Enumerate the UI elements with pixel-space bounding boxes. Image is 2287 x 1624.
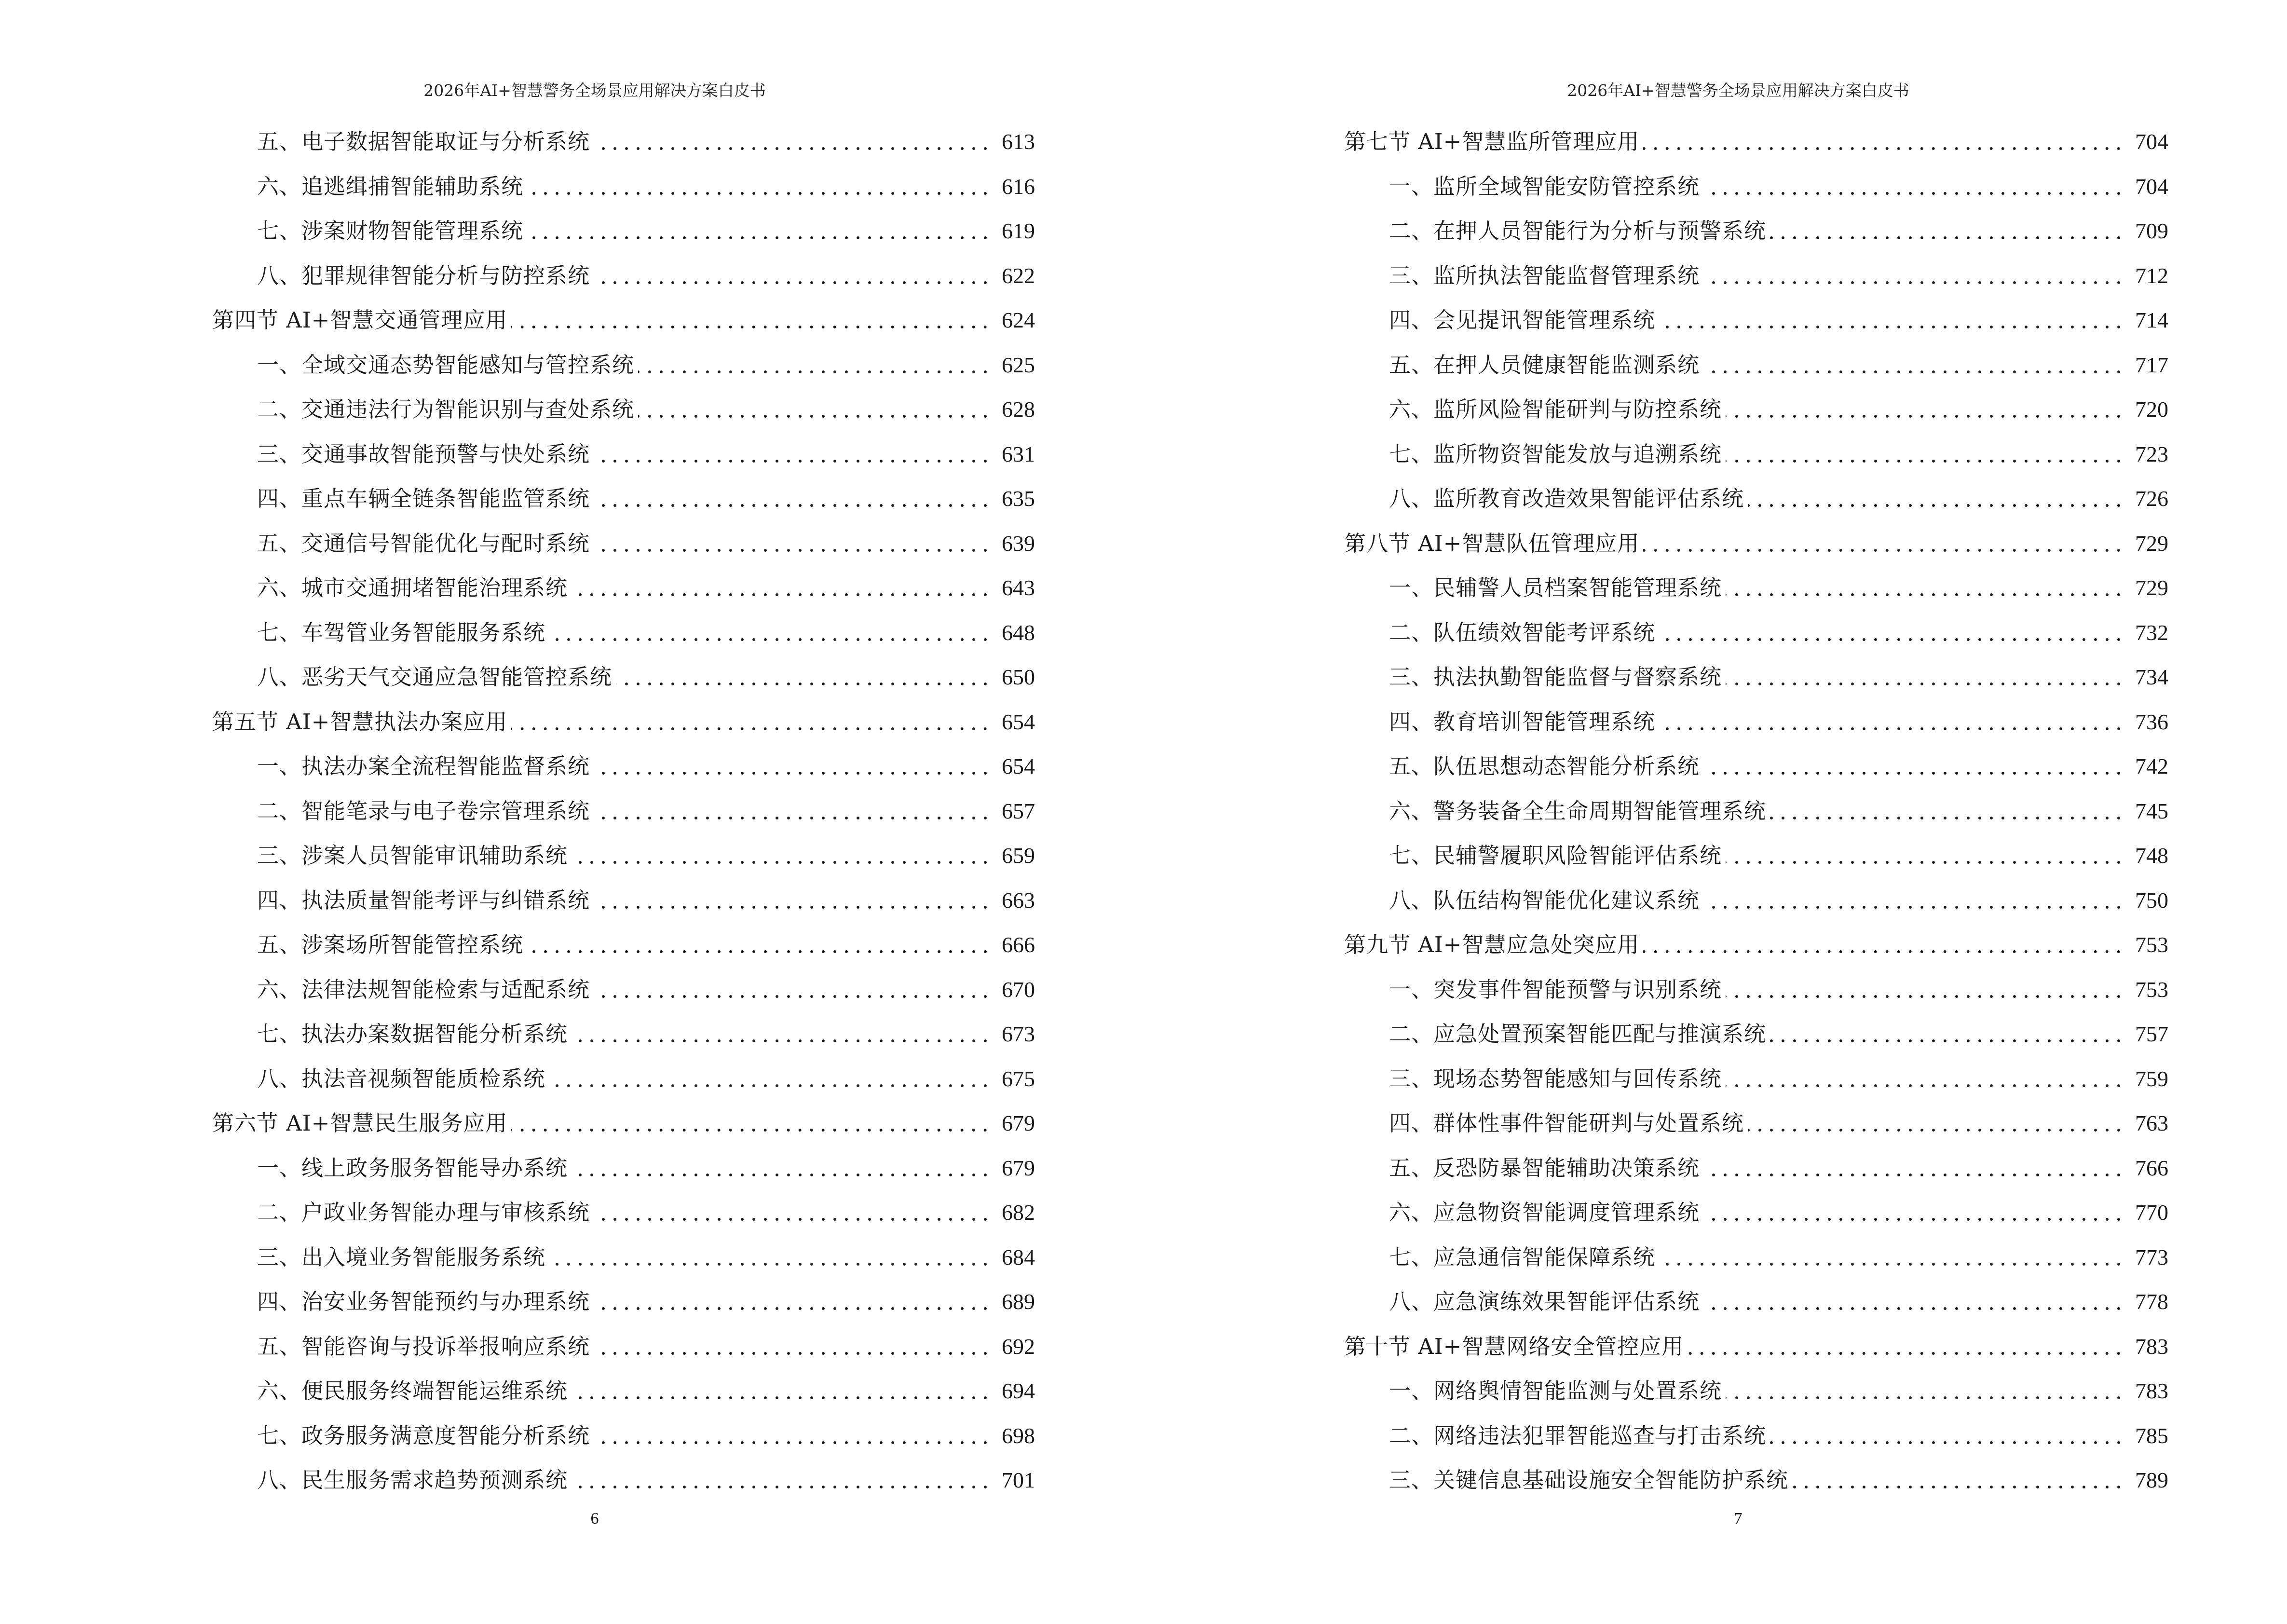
toc-entry-subsection[interactable] (212, 1057, 1035, 1102)
toc-entry-title: 四、重点车辆全链条智能监管系统 (257, 486, 590, 512)
toc-entry-page-number: 714 (2135, 308, 2168, 333)
dot-leader (1770, 816, 2124, 820)
toc-entry-subsection[interactable] (1344, 477, 2168, 521)
toc-entry-subsection[interactable] (1344, 298, 2168, 343)
dot-leader (1703, 280, 2124, 285)
toc-entry-title: 二、交通违法行为智能识别与查处系统 (257, 396, 635, 423)
toc-entry-page-number: 639 (1002, 531, 1035, 556)
dot-leader (1726, 414, 2124, 419)
toc-entry-subsection[interactable] (1344, 700, 2168, 745)
toc-entry-page-number: 689 (1002, 1289, 1035, 1314)
toc-entry-subsection[interactable] (1344, 744, 2168, 789)
toc-entry-title: 七、应急通信智能保障系统 (1389, 1244, 1656, 1270)
toc-entry-title: 五、智能咨询与投诉举报响应系统 (257, 1333, 590, 1359)
toc-entry-page-number: 648 (1002, 620, 1035, 645)
dot-leader (594, 146, 991, 151)
dot-leader (594, 459, 991, 464)
toc-entry-page-number: 624 (1002, 308, 1035, 333)
toc-entry-subsection[interactable] (212, 477, 1035, 521)
dot-leader (572, 1395, 991, 1400)
toc-entry-title: 五、反恐防暴智能辅助决策系统 (1389, 1155, 1700, 1181)
toc-entry-subsection[interactable] (212, 1458, 1035, 1503)
dot-leader (1792, 1485, 2124, 1489)
toc-entry-page-number: 726 (2135, 486, 2168, 511)
toc-entry-page-number: 694 (1002, 1378, 1035, 1404)
toc-entry-subsection[interactable] (212, 120, 1035, 164)
toc-entry-subsection[interactable] (212, 744, 1035, 789)
toc-entry-subsection[interactable] (1344, 833, 2168, 878)
toc-entry-page-number: 643 (1002, 575, 1035, 600)
toc-entry-subsection[interactable] (1344, 1458, 2168, 1503)
toc-entry-subsection[interactable] (1344, 1414, 2168, 1459)
dot-leader (572, 1485, 991, 1489)
toc-entry-title: 五、电子数据智能取证与分析系统 (257, 129, 590, 155)
toc-entry-section[interactable] (1344, 1324, 2168, 1369)
toc-entry-page-number: 753 (2135, 932, 2168, 957)
dot-leader (594, 1217, 991, 1222)
running-header: 2026年AI+智慧警务全场景应用解决方案白皮书 (423, 81, 766, 100)
toc-entry-title: 四、会见提讯智能管理系统 (1389, 307, 1656, 333)
toc-entry-section[interactable] (1344, 120, 2168, 164)
dot-leader (1703, 1217, 2124, 1222)
toc-entry-subsection[interactable] (212, 1414, 1035, 1459)
page-number: 6 (590, 1510, 599, 1528)
toc-entry-title: 第四节 AI+智慧交通管理应用 (212, 307, 508, 333)
toc-entry-page-number: 785 (2135, 1423, 2168, 1448)
dot-leader (1703, 369, 2124, 374)
toc-entry-title: 二、在押人员智能行为分析与预警系统 (1389, 218, 1767, 244)
toc-entry-page-number: 748 (2135, 843, 2168, 868)
dot-leader (549, 1262, 991, 1267)
toc-entry-section[interactable] (212, 1101, 1035, 1146)
toc-entry-page-number: 717 (2135, 352, 2168, 377)
toc-entry-page-number: 698 (1002, 1423, 1035, 1448)
toc-entry-subsection[interactable] (1344, 1057, 2168, 1102)
toc-entry-subsection[interactable] (1344, 387, 2168, 432)
toc-entry-subsection[interactable] (1344, 1012, 2168, 1057)
toc-entry-page-number: 759 (2135, 1066, 2168, 1091)
toc-entry-subsection[interactable] (1344, 1280, 2168, 1324)
toc-entry-title: 四、群体性事件智能研判与处置系统 (1389, 1110, 1744, 1136)
toc-entry-title: 六、便民服务终端智能运维系统 (257, 1378, 568, 1404)
toc-entry-title: 第六节 AI+智慧民生服务应用 (212, 1110, 508, 1136)
toc-entry-subsection[interactable] (1344, 1101, 2168, 1146)
toc-entry-page-number: 789 (2135, 1468, 2168, 1493)
toc-entry-page-number: 654 (1002, 754, 1035, 779)
toc-entry-page-number: 619 (1002, 218, 1035, 244)
toc-entry-subsection[interactable] (212, 432, 1035, 477)
toc-entry-subsection[interactable] (1344, 164, 2168, 209)
toc-entry-page-number: 745 (2135, 798, 2168, 823)
dot-leader (638, 414, 991, 419)
toc-entry-section[interactable] (212, 298, 1035, 343)
toc-entry-title: 第五节 AI+智慧执法办案应用 (212, 709, 508, 735)
toc-entry-subsection[interactable] (212, 387, 1035, 432)
dot-leader (1726, 1395, 2124, 1400)
toc-entry-subsection[interactable] (212, 1012, 1035, 1057)
toc-entry-title: 四、执法质量智能考评与纠错系统 (257, 887, 590, 913)
toc-entry-subsection[interactable] (212, 521, 1035, 566)
toc-entry-title: 三、交通事故智能预警与快处系统 (257, 441, 590, 467)
toc-entry-page-number: 783 (2135, 1378, 2168, 1404)
dot-leader (1703, 905, 2124, 910)
toc-entry-title: 一、执法办案全流程智能监督系统 (257, 753, 590, 779)
toc-entry-page-number: 778 (2135, 1289, 2168, 1314)
dot-leader (1726, 994, 2124, 999)
dot-leader (1726, 860, 2124, 865)
dot-leader (594, 1306, 991, 1311)
toc-entry-subsection[interactable] (1344, 432, 2168, 477)
dot-leader (1659, 1262, 2124, 1267)
toc-entry-page-number: 742 (2135, 754, 2168, 779)
toc-entry-subsection[interactable] (212, 254, 1035, 299)
dot-leader (527, 235, 991, 240)
dot-leader (1643, 949, 2124, 954)
toc-entry-title: 五、在押人员健康智能监测系统 (1389, 352, 1700, 378)
toc-entry-page-number: 684 (1002, 1244, 1035, 1269)
toc-entry-subsection[interactable] (1344, 1369, 2168, 1414)
dot-leader (1659, 325, 2124, 329)
toc-entry-page-number: 628 (1002, 397, 1035, 422)
toc-entry-page-number: 657 (1002, 798, 1035, 823)
dot-leader (1643, 146, 2124, 151)
dot-leader (1770, 1038, 2124, 1043)
toc-entry-title: 八、犯罪规律智能分析与防控系统 (257, 262, 590, 288)
toc-entry-page-number: 709 (2135, 218, 2168, 244)
dot-leader (1726, 592, 2124, 597)
dot-leader (1726, 682, 2124, 686)
toc-entry-subsection[interactable] (212, 1369, 1035, 1414)
toc-entry-title: 六、应急物资智能调度管理系统 (1389, 1200, 1700, 1226)
toc-entry-subsection[interactable] (212, 566, 1035, 611)
dot-leader (616, 682, 991, 686)
toc-entry-title: 六、法律法规智能检索与适配系统 (257, 976, 590, 1002)
toc-entry-title: 七、车驾管业务智能服务系统 (257, 619, 546, 645)
dot-leader (594, 548, 991, 553)
toc-entry-page-number: 763 (2135, 1111, 2168, 1136)
toc-entry-page-number: 659 (1002, 843, 1035, 868)
toc-entry-page-number: 770 (2135, 1200, 2168, 1225)
toc-entry-page-number: 704 (2135, 129, 2168, 154)
dot-leader (594, 503, 991, 508)
dot-leader (594, 771, 991, 776)
dot-leader (1659, 637, 2124, 642)
dot-leader (549, 637, 991, 642)
toc-entry-subsection[interactable] (1344, 1235, 2168, 1280)
toc-entry-subsection[interactable] (212, 1280, 1035, 1324)
toc-entry-title: 六、警务装备全生命周期智能管理系统 (1389, 798, 1767, 824)
toc-entry-page-number: 701 (1002, 1468, 1035, 1493)
dot-leader (1770, 1440, 2124, 1445)
toc-entry-title: 一、监所全域智能安防管控系统 (1389, 173, 1700, 199)
dot-leader (1703, 1306, 2124, 1311)
toc-entry-page-number: 613 (1002, 129, 1035, 154)
dot-leader (572, 860, 991, 865)
toc-entry-title: 七、政务服务满意度智能分析系统 (257, 1422, 590, 1448)
toc-entry-page-number: 712 (2135, 263, 2168, 288)
toc-entry-subsection[interactable] (212, 655, 1035, 700)
dot-leader (572, 1038, 991, 1043)
toc-entry-page-number: 734 (2135, 665, 2168, 690)
toc-entry-page-number: 622 (1002, 263, 1035, 288)
toc-entry-title: 八、监所教育改造效果智能评估系统 (1389, 486, 1744, 512)
dot-leader (594, 816, 991, 820)
toc-entry-page-number: 783 (2135, 1334, 2168, 1359)
toc-entry-page-number: 729 (2135, 575, 2168, 600)
dot-leader (1643, 548, 2124, 553)
toc-entry-page-number: 723 (2135, 441, 2168, 466)
toc-entry-page-number: 736 (2135, 709, 2168, 734)
toc-entry-page-number: 750 (2135, 887, 2168, 913)
toc-entry-title: 三、涉案人员智能审讯辅助系统 (257, 843, 568, 869)
toc-entry-title: 八、执法音视频智能质检系统 (257, 1065, 546, 1092)
toc-entry-subsection[interactable] (1344, 209, 2168, 254)
toc-entry-title: 八、队伍结构智能优化建议系统 (1389, 887, 1700, 913)
toc-entry-page-number: 631 (1002, 441, 1035, 466)
toc-entry-title: 三、关键信息基础设施安全智能防护系统 (1389, 1467, 1789, 1493)
dot-leader (511, 726, 991, 731)
dot-leader (594, 994, 991, 999)
toc-entry-title: 一、民辅警人员档案智能管理系统 (1389, 575, 1722, 601)
dot-leader (594, 905, 991, 910)
toc-entry-title: 二、户政业务智能办理与审核系统 (257, 1200, 590, 1226)
dot-leader (572, 1173, 991, 1177)
toc-entry-title: 一、全域交通态势智能感知与管控系统 (257, 352, 635, 378)
toc-entry-title: 一、网络舆情智能监测与处置系统 (1389, 1378, 1722, 1404)
toc-entry-subsection[interactable] (212, 611, 1035, 655)
toc-entry-page-number: 675 (1002, 1066, 1035, 1091)
toc-entry-title: 三、执法执勤智能监督与督察系统 (1389, 664, 1722, 690)
toc-entry-subsection[interactable] (212, 343, 1035, 388)
toc-entry-title: 一、突发事件智能预警与识别系统 (1389, 976, 1722, 1002)
toc-entry-page-number: 679 (1002, 1155, 1035, 1180)
toc-entry-title: 八、民生服务需求趋势预测系统 (257, 1467, 568, 1493)
toc-entry-page-number: 720 (2135, 397, 2168, 422)
toc-entry-page-number: 673 (1002, 1022, 1035, 1047)
toc-entry-subsection[interactable] (212, 1324, 1035, 1369)
toc-entry-page-number: 704 (2135, 174, 2168, 199)
toc-entry-title: 第九节 AI+智慧应急处突应用 (1344, 932, 1640, 958)
toc-entry-title: 五、交通信号智能优化与配时系统 (257, 530, 590, 556)
dot-leader (1726, 1083, 2124, 1088)
toc-entry-subsection[interactable] (212, 1235, 1035, 1280)
toc-entry-subsection[interactable] (1344, 566, 2168, 611)
toc-entry-page-number: 679 (1002, 1111, 1035, 1136)
toc-entry-title: 第七节 AI+智慧监所管理应用 (1344, 129, 1640, 155)
toc-entry-subsection[interactable] (212, 209, 1035, 254)
toc-entry-section[interactable] (212, 700, 1035, 745)
toc-entry-title: 第十节 AI+智慧网络安全管控应用 (1344, 1333, 1684, 1359)
dot-leader (511, 1128, 991, 1133)
toc-entry-subsection[interactable] (1344, 611, 2168, 655)
toc-entry-title: 四、治安业务智能预约与办理系统 (257, 1289, 590, 1315)
toc-list (1344, 120, 2168, 1503)
toc-entry-page-number: 732 (2135, 620, 2168, 645)
toc-entry-title: 七、涉案财物智能管理系统 (257, 218, 524, 244)
toc-entry-page-number: 666 (1002, 932, 1035, 957)
dot-leader (1726, 459, 2124, 464)
dot-leader (1748, 1128, 2124, 1133)
toc-entry-page-number: 766 (2135, 1155, 2168, 1180)
toc-entry-title: 二、应急处置预案智能匹配与推演系统 (1389, 1021, 1767, 1047)
dot-leader (594, 280, 991, 285)
toc-entry-title: 三、出入境业务智能服务系统 (257, 1244, 546, 1270)
dot-leader (549, 1083, 991, 1088)
toc-entry-page-number: 663 (1002, 887, 1035, 913)
page-right (1144, 0, 2287, 1624)
toc-entry-page-number: 650 (1002, 665, 1035, 690)
toc-entry-subsection[interactable] (212, 789, 1035, 834)
toc-entry-page-number: 635 (1002, 486, 1035, 511)
dot-leader (638, 369, 991, 374)
toc-entry-subsection[interactable] (212, 164, 1035, 209)
toc-entry-title: 七、执法办案数据智能分析系统 (257, 1021, 568, 1047)
dot-leader (1703, 771, 2124, 776)
toc-entry-title: 二、队伍绩效智能考评系统 (1389, 619, 1656, 645)
toc-entry-subsection[interactable] (1344, 655, 2168, 700)
toc-entry-page-number: 757 (2135, 1022, 2168, 1047)
dot-leader (1688, 1351, 2124, 1356)
dot-leader (594, 1440, 991, 1445)
page-number: 7 (1734, 1510, 1742, 1528)
toc-entry-section[interactable] (1344, 521, 2168, 566)
toc-entry-page-number: 616 (1002, 174, 1035, 199)
toc-entry-subsection[interactable] (212, 968, 1035, 1012)
dot-leader (572, 592, 991, 597)
toc-entry-title: 二、智能笔录与电子卷宗管理系统 (257, 798, 590, 824)
toc-entry-title: 三、现场态势智能感知与回传系统 (1389, 1065, 1722, 1092)
toc-entry-title: 六、追逃缉捕智能辅助系统 (257, 173, 524, 199)
toc-entry-title: 七、民辅警履职风险智能评估系统 (1389, 843, 1722, 869)
dot-leader (594, 1351, 991, 1356)
dot-leader (1748, 503, 2124, 508)
toc-entry-page-number: 692 (1002, 1334, 1035, 1359)
toc-entry-subsection[interactable] (1344, 254, 2168, 299)
toc-entry-section[interactable] (1344, 923, 2168, 968)
dot-leader (1659, 726, 2124, 731)
dot-leader (511, 325, 991, 329)
dot-leader (1770, 235, 2124, 240)
toc-entry-subsection[interactable] (212, 1190, 1035, 1235)
toc-entry-subsection[interactable] (1344, 343, 2168, 388)
toc-entry-title: 一、线上政务服务智能导办系统 (257, 1155, 568, 1181)
dot-leader (1703, 191, 2124, 196)
toc-entry-title: 四、教育培训智能管理系统 (1389, 709, 1656, 735)
toc-entry-subsection[interactable] (1344, 878, 2168, 923)
toc-entry-subsection[interactable] (212, 1146, 1035, 1191)
dot-leader (1703, 1173, 2124, 1177)
toc-entry-title: 五、涉案场所智能管控系统 (257, 932, 524, 958)
toc-entry-page-number: 729 (2135, 531, 2168, 556)
running-header: 2026年AI+智慧警务全场景应用解决方案白皮书 (1567, 81, 1909, 100)
toc-entry-title: 六、城市交通拥堵智能治理系统 (257, 575, 568, 601)
toc-entry-subsection[interactable] (1344, 1146, 2168, 1191)
toc-entry-title: 七、监所物资智能发放与追溯系统 (1389, 441, 1722, 467)
toc-entry-title: 六、监所风险智能研判与防控系统 (1389, 396, 1722, 423)
toc-entry-title: 八、应急演练效果智能评估系统 (1389, 1289, 1700, 1315)
toc-entry-page-number: 682 (1002, 1200, 1035, 1225)
dot-leader (527, 191, 991, 196)
toc-list (212, 120, 1035, 1503)
toc-entry-subsection[interactable] (1344, 1190, 2168, 1235)
toc-entry-title: 第八节 AI+智慧队伍管理应用 (1344, 530, 1640, 556)
toc-entry-subsection[interactable] (1344, 968, 2168, 1012)
toc-entry-title: 二、网络违法犯罪智能巡查与打击系统 (1389, 1422, 1767, 1448)
toc-entry-title: 五、队伍思想动态智能分析系统 (1389, 753, 1700, 779)
toc-entry-page-number: 670 (1002, 977, 1035, 1002)
dot-leader (527, 949, 991, 954)
toc-entry-page-number: 625 (1002, 352, 1035, 377)
toc-entry-title: 八、恶劣天气交通应急智能管控系统 (257, 664, 613, 690)
toc-entry-subsection[interactable] (212, 878, 1035, 923)
toc-entry-title: 三、监所执法智能监督管理系统 (1389, 262, 1700, 288)
toc-entry-subsection[interactable] (1344, 789, 2168, 834)
toc-entry-subsection[interactable] (212, 833, 1035, 878)
toc-entry-page-number: 753 (2135, 977, 2168, 1002)
toc-entry-subsection[interactable] (212, 923, 1035, 968)
toc-entry-page-number: 773 (2135, 1244, 2168, 1269)
toc-entry-page-number: 654 (1002, 709, 1035, 734)
